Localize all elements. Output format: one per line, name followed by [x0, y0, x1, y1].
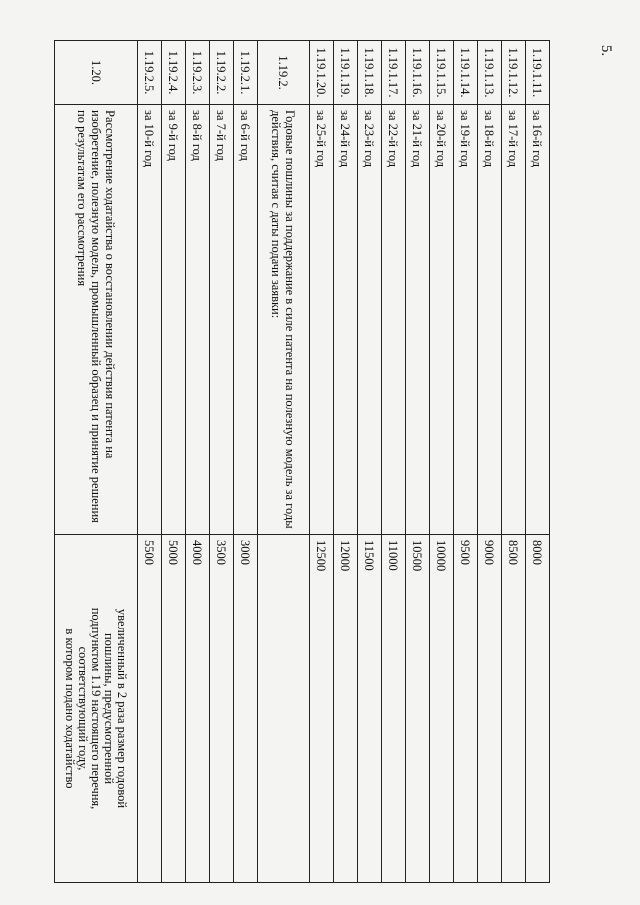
table-row [502, 41, 526, 883]
fee-table [54, 40, 550, 883]
row-amount: 12000 [334, 535, 358, 883]
row-name: за 21-й год [406, 105, 430, 535]
row-number: 1.19.2. [258, 41, 310, 105]
row-name: за 7-й год [210, 105, 234, 535]
table-row [334, 41, 358, 883]
table-row [310, 41, 334, 883]
row-number: 1.19.2.3. [186, 41, 210, 105]
row-number: 1.19.1.20. [310, 41, 334, 105]
fee-table-rotated [55, 40, 550, 882]
amount-note-line: соответствующий году, [76, 646, 91, 771]
table-row [358, 41, 382, 883]
row-name: Рассмотрение ходатайства о восстановлении действия патента на изобретение, полезную модель, промышленный образец и принятие решения по результатам его рассмотрения [55, 105, 138, 535]
row-amount: 9500 [454, 535, 478, 883]
table-row [210, 41, 234, 883]
section-heading-row [258, 41, 310, 883]
row-name: за 24-й год [334, 105, 358, 535]
row-amount: 5500 [138, 535, 162, 883]
row-number: 1.19.1.14. [454, 41, 478, 105]
amount-note-line: пошлины, предусмотренной [102, 632, 117, 785]
row-name: за 6-й год [234, 105, 258, 535]
row-name: за 19-й год [454, 105, 478, 535]
table-row [382, 41, 406, 883]
row-number: 1.19.1.18. [358, 41, 382, 105]
row-number: 1.20. [55, 41, 138, 105]
row-name: за 17-й год [502, 105, 526, 535]
row-amount: 8500 [502, 535, 526, 883]
table-row [406, 41, 430, 883]
table-row [430, 41, 454, 883]
row-amount-note [55, 535, 138, 883]
row-name: за 18-й год [478, 105, 502, 535]
table-row [234, 41, 258, 883]
row-number: 1.19.1.15. [430, 41, 454, 105]
row-number: 1.19.1.19. [334, 41, 358, 105]
amount-note-line: в котором подано ходатайство [63, 628, 78, 789]
row-name: за 22-й год [382, 105, 406, 535]
row-name: за 25-й год [310, 105, 334, 535]
row-amount: 5000 [162, 535, 186, 883]
row-name: за 10-й год [138, 105, 162, 535]
row-amount: 12500 [310, 535, 334, 883]
row-amount: 10000 [430, 535, 454, 883]
row-name: за 16-й год [526, 105, 550, 535]
row-amount: 4000 [186, 535, 210, 883]
row-number: 1.19.2.4. [162, 41, 186, 105]
section-heading-text: Годовые пошлины за поддержание в силе патента на полезную модель за годы действия, считая с даты подачи заявки: [258, 105, 310, 535]
row-amount: 9000 [478, 535, 502, 883]
row-number: 1.19.1.12. [502, 41, 526, 105]
row-amount: 11500 [358, 535, 382, 883]
row-number: 1.19.1.17. [382, 41, 406, 105]
row-name: за 8-й год [186, 105, 210, 535]
table-row [454, 41, 478, 883]
table-row [162, 41, 186, 883]
section-row-1-20 [55, 41, 138, 883]
row-amount: 3000 [234, 535, 258, 883]
amount-note-line: подпунктом 1.19 настоящего перечня, [89, 607, 104, 810]
row-amount [258, 535, 310, 883]
amount-note-line: увеличенный в 2 раза размер годовой [115, 608, 130, 809]
table-row [186, 41, 210, 883]
row-amount: 10500 [406, 535, 430, 883]
row-amount: 8000 [526, 535, 550, 883]
page-number: 5. [598, 44, 615, 57]
row-number: 1.19.2.2. [210, 41, 234, 105]
table-row [138, 41, 162, 883]
table-row [526, 41, 550, 883]
row-name: за 20-й год [430, 105, 454, 535]
row-number: 1.19.1.16. [406, 41, 430, 105]
row-number: 1.19.2.5. [138, 41, 162, 105]
row-amount: 11000 [382, 535, 406, 883]
table-row [478, 41, 502, 883]
row-amount: 3500 [210, 535, 234, 883]
row-number: 1.19.1.11. [526, 41, 550, 105]
row-number: 1.19.1.13. [478, 41, 502, 105]
row-name: за 23-й год [358, 105, 382, 535]
row-number: 1.19.2.1. [234, 41, 258, 105]
row-name: за 9-й год [162, 105, 186, 535]
fee-table-body [55, 41, 550, 883]
